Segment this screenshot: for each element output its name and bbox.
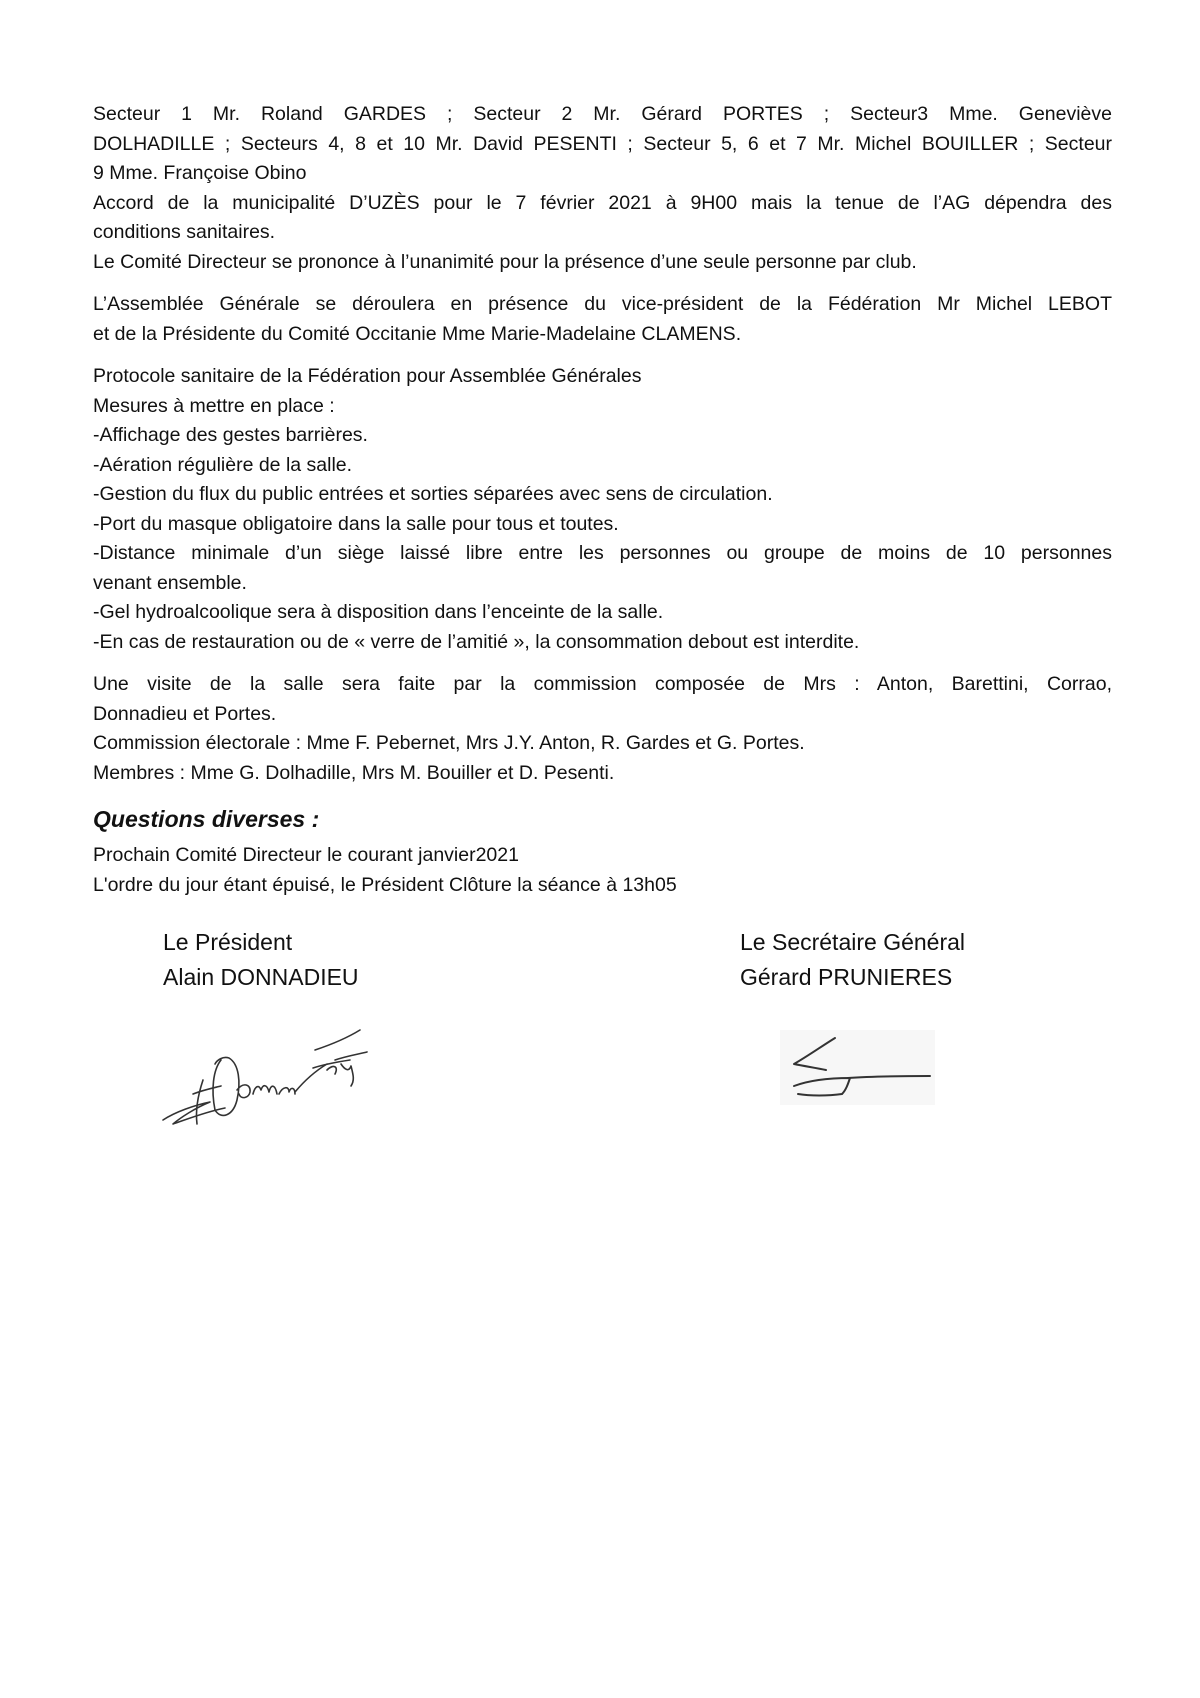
paragraph-gap bbox=[93, 349, 1112, 362]
signatory-name: Alain DONNADIEU bbox=[163, 964, 359, 990]
text-line: Mesures à mettre en place : bbox=[93, 394, 335, 417]
text-line: L’Assemblée Générale se déroulera en présence du vice-président de la Fédération Mr Michel LEBOT bbox=[93, 293, 1112, 315]
list-item: -Gestion du flux du public entrées et sorties séparées avec sens de circulation. bbox=[93, 483, 773, 505]
signature-block-president bbox=[163, 925, 359, 995]
signatory-role: Le Secrétaire Général bbox=[740, 929, 966, 955]
paragraph-commission bbox=[93, 670, 1112, 788]
text-line: Membres : Mme G. Dolhadille, Mrs M. Bouiller et D. Pesenti. bbox=[93, 761, 615, 784]
list-item: -Port du masque obligatoire dans la salle pour tous et toutes. bbox=[93, 512, 619, 535]
text-line: 9 Mme. Françoise Obino bbox=[93, 162, 307, 184]
text-line: Secteur 1 Mr. Roland GARDES ; Secteur 2 Mr. Gérard PORTES ; Secteur3 Mme. Geneviève bbox=[93, 103, 1112, 125]
text-line: DOLHADILLE ; Secteurs 4, 8 et 10 Mr. David PESENTI ; Secteur 5, 6 et 7 Mr. Michel BOUILLER ; Secteur bbox=[93, 132, 1112, 155]
text-line: Donnadieu et Portes. bbox=[93, 702, 277, 725]
text-line: L'ordre du jour étant épuisé, le Président Clôture la séance à 13h05 bbox=[93, 873, 677, 896]
paragraph-sectors bbox=[93, 100, 1112, 277]
paragraph-gap bbox=[93, 657, 1112, 670]
section-heading: Questions diverses : bbox=[93, 806, 320, 832]
secretary-signature-image bbox=[780, 1030, 935, 1105]
list-item: -Distance minimale d’un siège laissé libre entre les personnes ou groupe de moins de 10 personnes bbox=[93, 542, 1112, 564]
text-line: Le Comité Directeur se prononce à l’unanimité pour la présence d’une seule personne par club. bbox=[93, 250, 917, 273]
text-line: et de la Présidente du Comité Occitanie Mme Marie-Madelaine CLAMENS. bbox=[93, 322, 742, 345]
signatory-name: Gérard PRUNIERES bbox=[740, 964, 953, 990]
text-line: Protocole sanitaire de la Fédération pour Assemblée Générales bbox=[93, 365, 642, 387]
signature-block-secretary bbox=[740, 925, 965, 995]
list-item: -Aération régulière de la salle. bbox=[93, 453, 353, 476]
paragraph-assembly bbox=[93, 290, 1112, 349]
text-line: Une visite de la salle sera faite par la commission composée de Mrs : Anton, Barettini, Corrao, bbox=[93, 673, 1112, 695]
text-line: conditions sanitaires. bbox=[93, 221, 276, 243]
text-line: venant ensemble. bbox=[93, 571, 247, 594]
paragraph-protocol bbox=[93, 362, 1112, 657]
text-line: Prochain Comité Directeur le courant janvier2021 bbox=[93, 844, 519, 866]
text-line: Commission électorale : Mme F. Pebernet, Mrs J.Y. Anton, R. Gardes et G. Portes. bbox=[93, 732, 805, 754]
paragraph-questions bbox=[93, 841, 1112, 900]
paragraph-gap bbox=[93, 277, 1112, 290]
list-item: -En cas de restauration ou de « verre de l’amitié », la consommation debout est interdite. bbox=[93, 630, 860, 653]
list-item: -Gel hydroalcoolique sera à disposition dans l’enceinte de la salle. bbox=[93, 601, 664, 623]
signatory-role: Le Président bbox=[163, 929, 293, 955]
document-body bbox=[93, 100, 1112, 900]
list-item: -Affichage des gestes barrières. bbox=[93, 424, 368, 446]
president-signature-image bbox=[155, 1020, 370, 1130]
text-line: Accord de la municipalité D’UZÈS pour le 7 février 2021 à 9H00 mais la tenue de l’AG dépendra des bbox=[93, 191, 1112, 214]
